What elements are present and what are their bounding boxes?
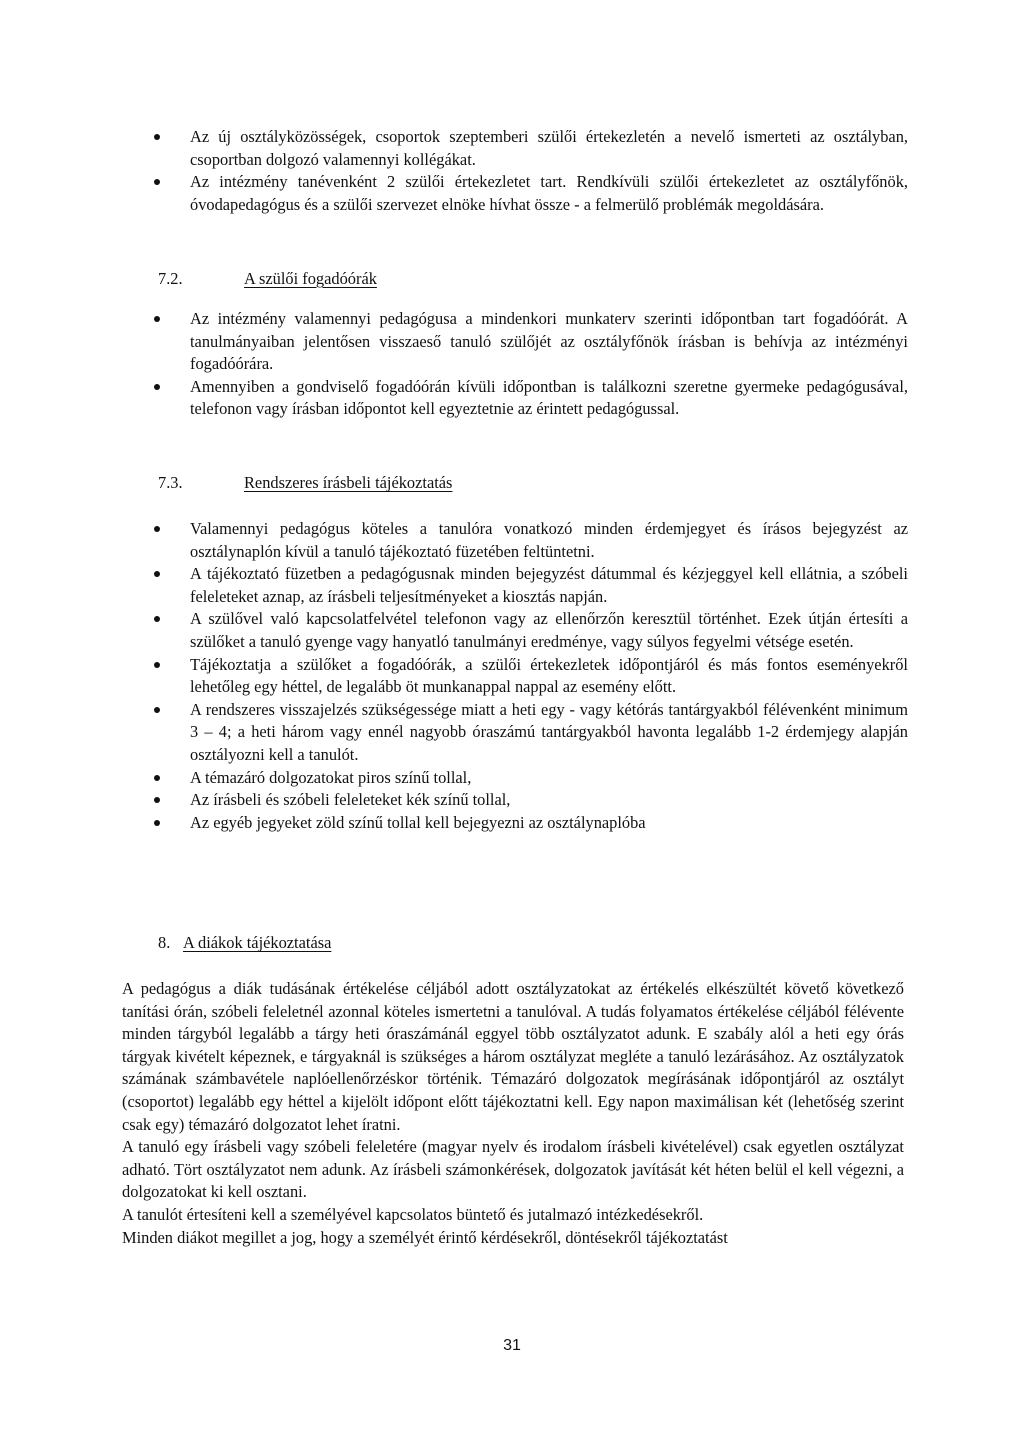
section-heading-8 (158, 932, 331, 955)
section-title: A szülői fogadóórák (244, 269, 377, 288)
list-item: Tájékoztatja a szülőket a fogadóórák, a szülői értekezletek időpontjáról és más fontos eseményekről lehetőleg egy héttel, de legalább öt munkanappal nappal az esemény előtt. (154, 654, 908, 699)
list-item: A tájékoztató füzetben a pedagógusnak minden bejegyzést dátummal és kézjeggyel kell ellátnia, a szóbeli feleleteket aznap, az írásbeli teljesítményeket a kiosztás napján. (154, 563, 908, 608)
page-number: 31 (503, 1337, 521, 1354)
list-item: Amennyiben a gondviselő fogadóórán kívüli időpontban is találkozni szeretne gyermeke pedagógusával, telefonon vagy írásban időpontot kell egyeztetnie az érintett pedagógussal. (154, 376, 908, 421)
section-number: 7.2. (158, 269, 183, 288)
list-item: A szülővel való kapcsolatfelvétel telefonon vagy az ellenőrzőn keresztül történhet. Ezek útján értesíti a szülőket a tanuló gyenge vagy hanyatló tanulmányi eredménye, vagy súlyos fegyelmi vétsége esetén. (154, 608, 908, 653)
paragraph: A tanuló egy írásbeli vagy szóbeli feleletére (magyar nyelv és irodalom írásbeli kivételével) csak egyetlen osztályzat adható. Tört osztályzatot nem adunk. Az írásbeli számonkérések, dolgozatok javítását két héten belül el kell végezni, a dolgozatokat ki kell osztani. (122, 1137, 904, 1202)
intro-bullet-list (154, 126, 908, 216)
list-item: Az új osztályközösségek, csoportok szeptemberi szülői értekezletén a nevelő ismerteti az osztályban, csoportban dolgozó valamennyi kollégákat. (154, 126, 908, 171)
list-item: Az intézmény valamennyi pedagógusa a mindenkori munkaterv szerinti időpontban tart fogadóórát. A tanulmányaiban jelentősen visszaeső tanuló szülőjét az osztályfőnök írásban is behívja az intézményi fogadóórára. (154, 308, 908, 376)
section-title: A diákok tájékoztatása (183, 933, 332, 952)
paragraph: A tanulót értesíteni kell a személyével kapcsolatos büntető és jutalmazó intézkedésekről. (122, 1204, 704, 1224)
section-title: Rendszeres írásbeli tájékoztatás (244, 473, 453, 492)
list-item: A rendszeres visszajelzés szükségessége miatt a heti egy - vagy kétórás tantárgyakból félévenként minimum 3 – 4; a heti három vagy ennél nagyobb óraszámú tantárgyakból havonta legalább 1-2 érdemjegy alapján osztályozni kell a tanulót. (154, 699, 908, 767)
list-item: A témazáró dolgozatokat piros színű tollal, (154, 767, 908, 790)
list-item: Az egyéb jegyeket zöld színű tollal kell bejegyezni az osztálynaplóba (154, 812, 908, 835)
paragraph: A pedagógus a diák tudásának értékelése céljából adott osztályzatokat az értékelés elkészültét követő következő tanítási órán, szóbeli feleletnél azonnal köteles ismertetni a tanulóval. A tudás folyamatos értékelése céljából félévente minden tárgyból legalább a tárgy heti óraszámánál eggyel több osztályzatot adunk. E szabály alól a heti egy órás tárgyak kivételt képeznek, e tárgyaknál is szükséges a három osztályzat megléte a tanuló lezárásához. Az osztályzatok számának számbavétele naplóellenőrzéskor történik. Témazáró dolgozatok megírásának időpontjáról az osztályt (csoportot) legalább egy héttel a kijelölt időpont előtt tájékoztatni kell. Egy napon maximálisan két (lehetőség szerint csak egy) témazáró dolgozatot lehet íratni. (122, 979, 904, 1134)
section-number: 8. (158, 933, 171, 952)
list-item: Az írásbeli és szóbeli feleleteket kék színű tollal, (154, 789, 908, 812)
section-number: 7.3. (158, 473, 183, 492)
section-heading-7-2 (158, 268, 377, 291)
list-item: Valamennyi pedagógus köteles a tanulóra vonatkozó minden érdemjegyet és írásos bejegyzést az osztálynaplón kívül a tanuló tájékoztató füzetében feltüntetni. (154, 518, 908, 563)
section-7-2-bullet-list (154, 308, 908, 421)
section-heading-7-3 (158, 472, 452, 495)
section-7-3-bullet-list (154, 518, 908, 834)
paragraph: Minden diákot megillet a jog, hogy a személyét érintő kérdésekről, döntésekről tájékoztatást (122, 1227, 728, 1247)
section-8-body (122, 978, 904, 1249)
list-item: Az intézmény tanévenként 2 szülői értekezletet tart. Rendkívüli szülői értekezletet az osztályfőnök, óvodapedagógus és a szülői szervezet elnöke hívhat össze - a felmerülő problémák megoldására. (154, 171, 908, 216)
